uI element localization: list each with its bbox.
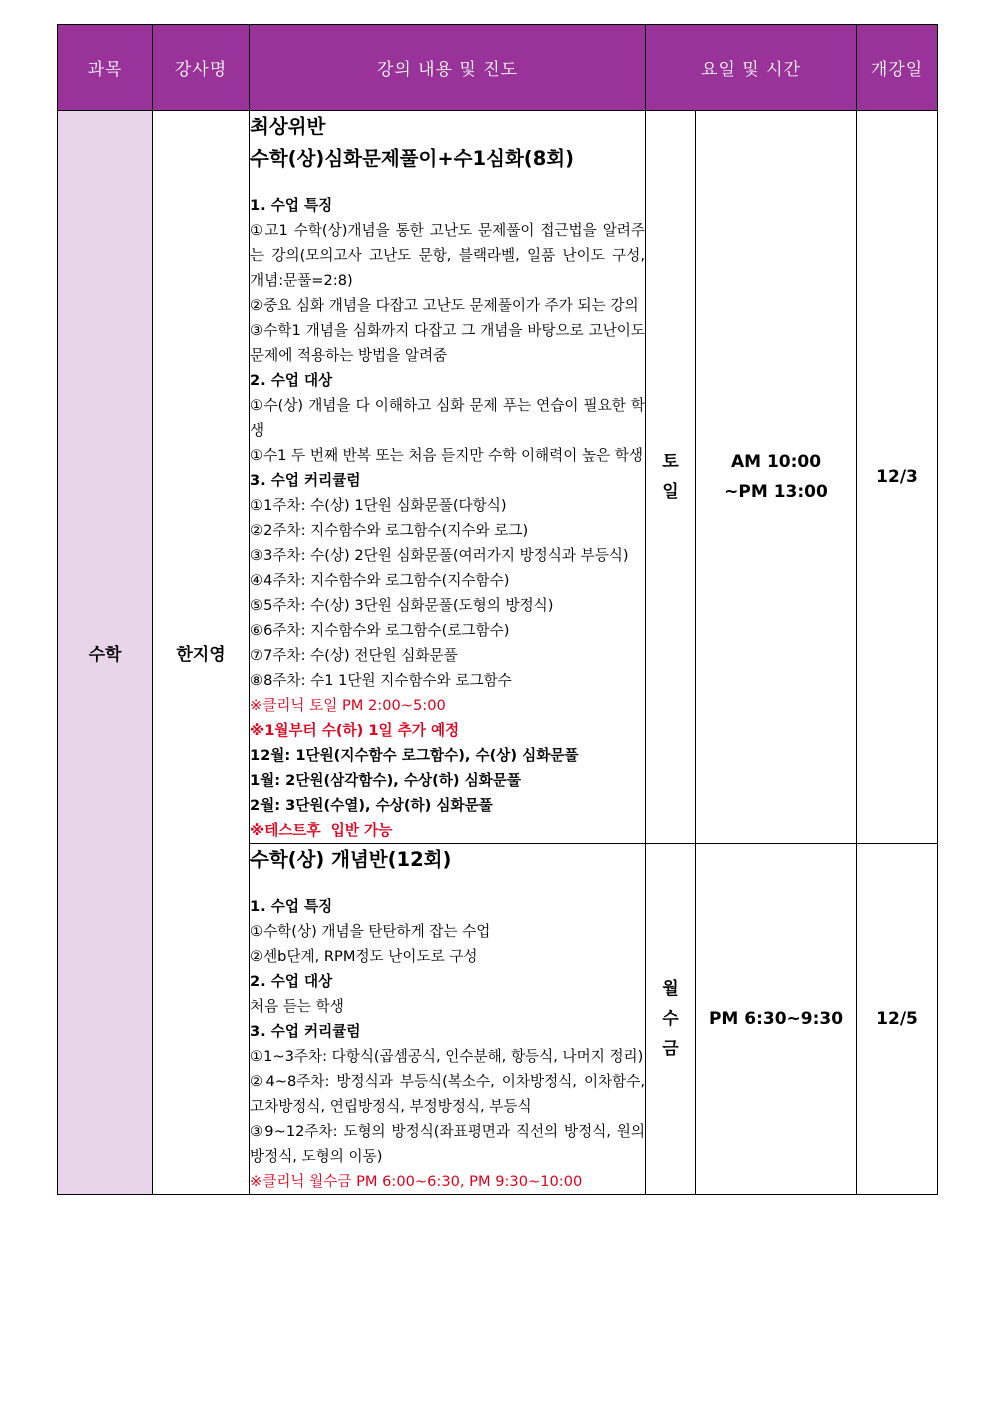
list-item: ①수1 두 번째 반복 또는 처음 듣지만 수학 이해력이 높은 학생 — [250, 447, 644, 464]
clinic-note: ※클리닉 월수금 PM 6:00~6:30, PM 9:30~10:00 — [250, 1173, 583, 1190]
list-item: 처음 듣는 학생 — [250, 998, 344, 1015]
section-heading: 1. 수업 특징 — [250, 197, 333, 214]
clinic-note: ※클리닉 토일 PM 2:00~5:00 — [250, 697, 446, 714]
header-row — [58, 25, 938, 111]
time-line: ~PM 13:00 — [724, 482, 828, 502]
list-item: ⑤5주차: 수(상) 3단원 심화문풀(도형의 방정식) — [250, 597, 554, 614]
start-date: 12/5 — [857, 844, 938, 1195]
list-item: ①수(상) 개념을 다 이해하고 심화 문제 푸는 연습이 필요한 학생 — [250, 397, 645, 439]
header-start-date: 개강일 — [857, 25, 938, 111]
course-content — [250, 111, 646, 844]
section-heading: 3. 수업 커리큘럼 — [250, 1023, 361, 1040]
header-subject: 과목 — [58, 25, 153, 111]
list-item: ⑥6주차: 지수함수와 로그함수(로그함수) — [250, 622, 510, 639]
spacer — [250, 876, 645, 894]
list-item: ②센b단계, RPM정도 난이도로 구성 — [250, 948, 478, 965]
list-item: ②4~8주차: 방정식과 부등식(복소수, 이차방정식, 이차함수, 고차방정식, 연립방정식, 부정방정식, 부등식 — [250, 1073, 645, 1115]
list-item: ⑦7주차: 수(상) 전단원 심화문풀 — [250, 647, 458, 664]
section-heading: 2. 수업 대상 — [250, 372, 333, 389]
course-content — [250, 844, 646, 1195]
day-label: 금 — [662, 1039, 679, 1059]
class-time — [696, 844, 857, 1195]
teacher-cell: 한지영 — [153, 111, 250, 1195]
day-label: 토 — [662, 452, 679, 472]
class-schedule-table — [57, 24, 938, 1195]
list-item: ①고1 수학(상)개념을 통한 고난도 문제풀이 접근법을 알려주는 강의(모의고사 고난도 문항, 블랙라벨, 일품 난이도 구성, 개념:문풀=2:8) — [250, 222, 645, 289]
list-item: ①1주차: 수(상) 1단원 심화문풀(다항식) — [250, 497, 507, 514]
day-label: 일 — [662, 482, 679, 502]
class-time — [696, 111, 857, 844]
section-heading: 3. 수업 커리큘럼 — [250, 472, 361, 489]
list-item: ②중요 심화 개념을 다잡고 고난도 문제풀이가 주가 되는 강의 — [250, 297, 639, 314]
header-content: 강의 내용 및 진도 — [250, 25, 646, 111]
list-item: ③수학1 개념을 심화까지 다잡고 그 개념을 바탕으로 고난이도 문제에 적용하는 방법을 알려줌 — [250, 322, 645, 364]
time-line: AM 10:00 — [730, 452, 822, 472]
list-item: ①1~3주차: 다항식(곱셈공식, 인수분해, 항등식, 나머지 정리) — [250, 1048, 644, 1065]
monthly-plan: 12월: 1단원(지수함수 로그함수), 수(상) 심화문풀 — [250, 747, 579, 764]
list-item: ③3주차: 수(상) 2단원 심화문풀(여러가지 방정식과 부등식) — [250, 547, 629, 564]
section-heading: 2. 수업 대상 — [250, 973, 333, 990]
list-item: ⑧8주차: 수1 1단원 지수함수와 로그함수 — [250, 672, 512, 689]
course-title-level: 최상위반 — [250, 115, 326, 138]
monthly-plan: 2월: 3단원(수열), 수상(하) 심화문풀 — [250, 797, 493, 814]
day-label: 수 — [662, 1009, 679, 1029]
course-title: 수학(상)심화문제풀이+수1심화(8회) — [250, 147, 575, 170]
course-row-advanced — [58, 111, 938, 844]
list-item: ④4주차: 지수함수와 로그함수(지수함수) — [250, 572, 510, 589]
monthly-plan: 1월: 2단원(삼각함수), 수상(하) 심화문풀 — [250, 772, 521, 789]
class-days — [646, 844, 696, 1195]
header-schedule: 요일 및 시간 — [646, 25, 857, 111]
class-days — [646, 111, 696, 844]
test-note: ※테스트후 입반 가능 — [250, 822, 393, 839]
list-item: ①수학(상) 개념을 탄탄하게 잡는 수업 — [250, 923, 491, 940]
list-item: ②2주차: 지수함수와 로그함수(지수와 로그) — [250, 522, 529, 539]
subject-cell: 수학 — [58, 111, 153, 1195]
spacer — [250, 175, 645, 193]
section-heading: 1. 수업 특징 — [250, 898, 333, 915]
schedule-notice: ※1월부터 수(하) 1일 추가 예정 — [250, 722, 460, 739]
list-item: ③9~12주차: 도형의 방정식(좌표평면과 직선의 방정식, 원의방정식, 도형의 이동) — [250, 1123, 645, 1165]
course-title: 수학(상) 개념반(12회) — [250, 848, 452, 871]
day-label: 월 — [662, 979, 679, 999]
time-line: PM 6:30~9:30 — [708, 1009, 844, 1029]
start-date: 12/3 — [857, 111, 938, 844]
header-teacher: 강사명 — [153, 25, 250, 111]
